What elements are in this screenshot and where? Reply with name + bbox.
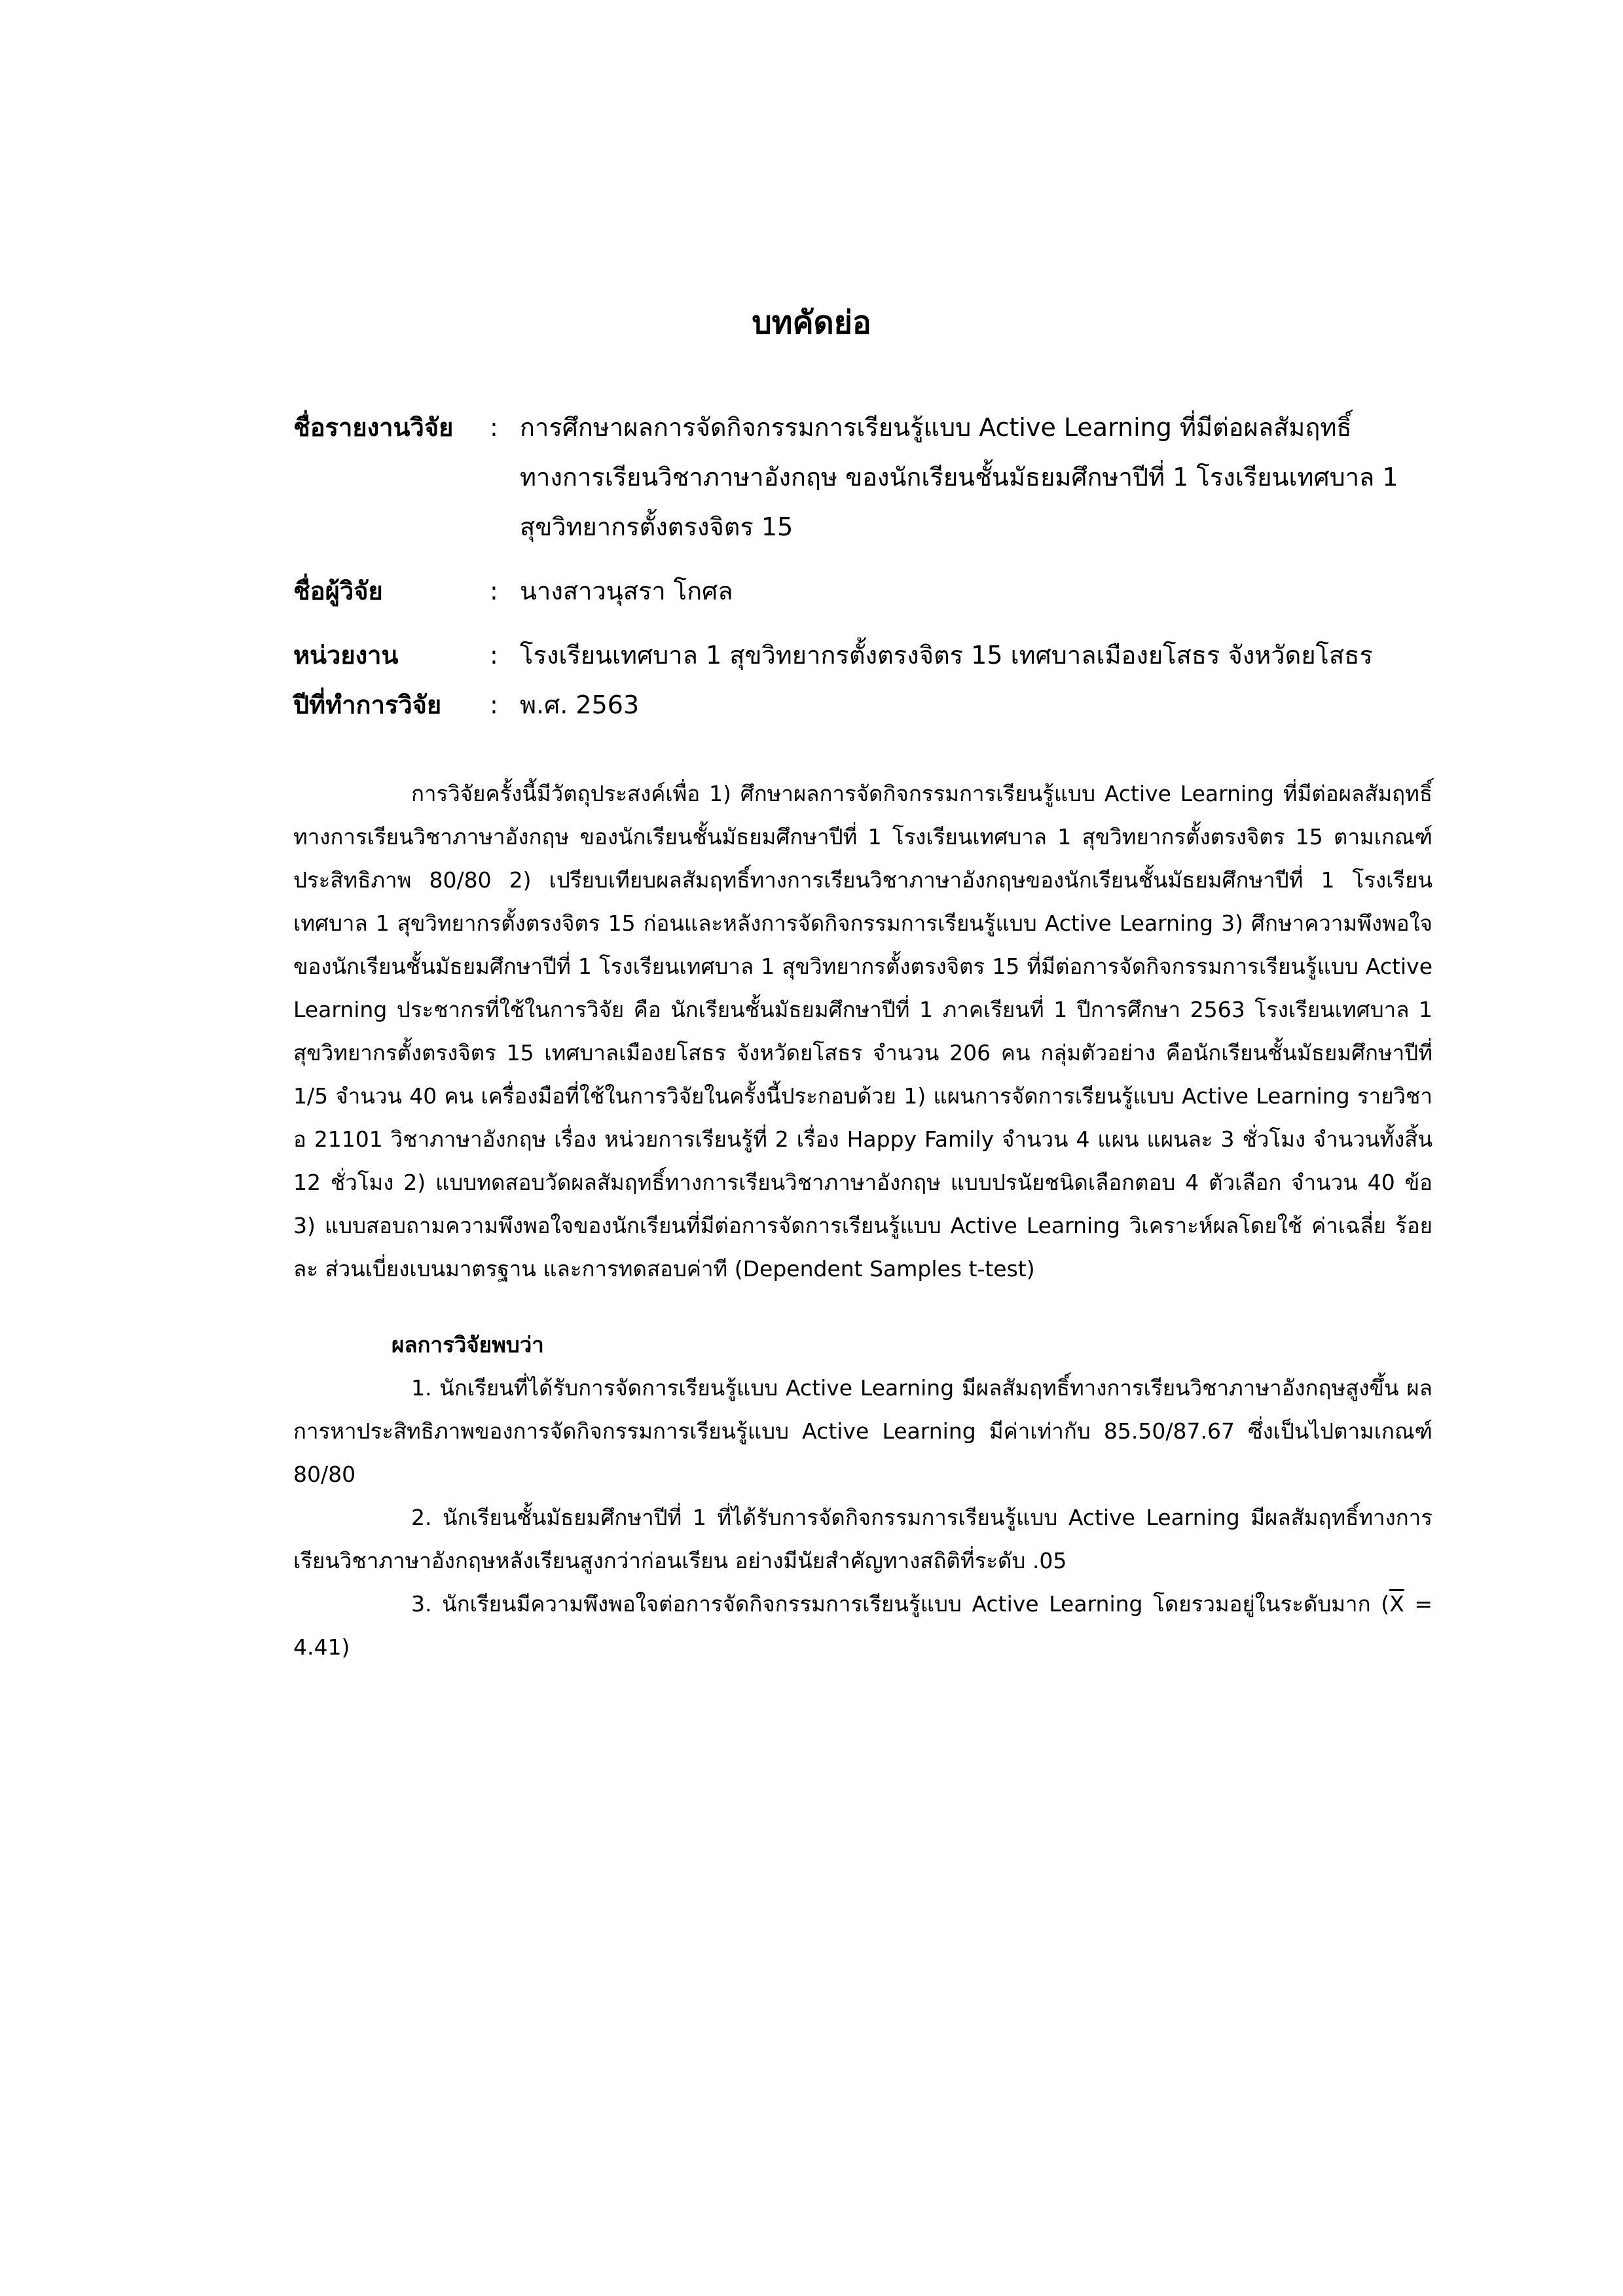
result-item-3-text: 3. นักเรียนมีความพึงพอใจต่อการจัดกิจกรรมการเรียนรู้แบบ Active Learning โดยรวมอยู่ในระดับมาก ( — [411, 1591, 1390, 1617]
colon: : — [490, 413, 498, 442]
year-value: พ.ศ. 2563 — [520, 691, 640, 719]
research-title-value: การศึกษาผลการจัดกิจกรรมการเรียนรู้แบบ Active Learning ที่มีต่อผลสัมฤทธิ์ทางการเรียนวิชาภาษาอังกฤษ ของนักเรียนชั้นมัธยมศึกษาปีที่ 1 โรงเรียนเทศบาล 1 สุขวิทยากรตั้งตรงจิตร 15 — [520, 413, 1398, 541]
researcher-value: นางสาวนุสรา โกศล — [520, 577, 733, 605]
result-item-3 — [293, 1583, 1432, 1669]
agency-row — [293, 630, 1432, 680]
researcher-row — [293, 566, 1432, 616]
mean-symbol: $\overline{X}$ — [1389, 1591, 1404, 1617]
abstract-paragraph: การวิจัยครั้งนี้มีวัตถุประสงค์เพื่อ 1) ศึกษาผลการจัดกิจกรรมการเรียนรู้แบบ Active Learning ที่มีต่อผลสัมฤทธิ์ทางการเรียนวิชาภาษาอังกฤษ ของนักเรียนชั้นมัธยมศึกษาปีที่ 1 โรงเรียนเทศบาล 1 สุขวิทยากรตั้งตรงจิตร 15 ตามเกณฑ์ประสิทธิภาพ 80/80 2) เปรียบเทียบผลสัมฤทธิ์ทางการเรียนวิชาภาษาอังกฤษของนักเรียนชั้นมัธยมศึกษาปีที่ 1 โรงเรียนเทศบาล 1 สุขวิทยากรตั้งตรงจิตร 15 ก่อนและหลังการจัดกิจกรรมการเรียนรู้แบบ Active Learning 3) ศึกษาความพึงพอใจของนักเรียนชั้นมัธยมศึกษาปีที่ 1 โรงเรียนเทศบาล 1 สุขวิทยากรตั้งตรงจิตร 15 ที่มีต่อการจัดกิจกรรมการเรียนรู้แบบ Active Learning ประชากรที่ใช้ในการวิจัย คือ นักเรียนชั้นมัธยมศึกษาปีที่ 1 ภาคเรียนที่ 1 ปีการศึกษา 2563 โรงเรียนเทศบาล 1 สุขวิทยากรตั้งตรงจิตร 15 เทศบาลเมืองยโสธร จังหวัดยโสธร จำนวน 206 คน กลุ่มตัวอย่าง คือนักเรียนชั้นมัธยมศึกษาปีที่ 1/5 จำนวน 40 คน เครื่องมือที่ใช้ในการวิจัยในครั้งนี้ประกอบด้วย 1) แผนการจัดการเรียนรู้แบบ Active Learning รายวิชา อ 21101 วิชาภาษาอังกฤษ เรื่อง หน่วยการเรียนรู้ที่ 2 เรื่อง Happy Family จำนวน 4 แผน แผนละ 3 ชั่วโมง จำนวนทั้งสิ้น 12 ชั่วโมง 2) แบบทดสอบวัดผลสัมฤทธิ์ทางการเรียนวิชาภาษาอังกฤษ แบบปรนัยชนิดเลือกตอบ 4 ตัวเลือก จำนวน 40 ข้อ 3) แบบสอบถามความพึงพอใจของนักเรียนที่มีต่อการจัดการเรียนรู้แบบ Active Learning วิเคราะห์ผลโดยใช้ ค่าเฉลี่ย ร้อยละ ส่วนเบี่ยงเบนมาตรฐาน และการทดสอบค่าที (Dependent Samples t-test) — [293, 781, 1432, 1282]
agency-value: โรงเรียนเทศบาล 1 สุขวิทยากรตั้งตรงจิตร 15 เทศบาลเมืองยโสธร จังหวัดยโสธร — [520, 641, 1373, 670]
result-item-2: 2. นักเรียนชั้นมัธยมศึกษาปีที่ 1 ที่ได้รับการจัดกิจกรรมการเรียนรู้แบบ Active Learning มีผลสัมฤทธิ์ทางการเรียนวิชาภาษาอังกฤษหลังเรียนสูงกว่าก่อนเรียน อย่างมีนัยสำคัญทางสถิติที่ระดับ .05 — [293, 1505, 1432, 1573]
abstract-body — [293, 772, 1432, 1669]
colon: : — [490, 577, 498, 605]
research-title-label: ชื่อรายงานวิจัย — [293, 413, 454, 442]
page-title: บทคัดย่อ — [752, 304, 871, 341]
result-item-1: 1. นักเรียนที่ได้รับการจัดการเรียนรู้แบบ Active Learning มีผลสัมฤทธิ์ทางการเรียนวิชาภาษาอังกฤษสูงขึ้น ผลการหาประสิทธิภาพของการจัดกิจกรรมการเรียนรู้แบบ Active Learning มีค่าเท่ากับ 85.50/87.67 ซึ่งเป็นไปตามเกณฑ์ 80/80 — [293, 1375, 1432, 1487]
colon: : — [490, 691, 498, 719]
year-label: ปีที่ทำการวิจัย — [293, 691, 442, 719]
result-item-3-tail: = 4.41) — [293, 1591, 1432, 1660]
colon: : — [490, 641, 498, 670]
year-row — [293, 680, 1432, 730]
agency-label: หน่วยงาน — [293, 641, 399, 670]
results-heading: ผลการวิจัยพบว่า — [392, 1332, 544, 1357]
researcher-label: ชื่อผู้วิจัย — [293, 577, 383, 605]
report-metadata — [293, 403, 1432, 744]
research-title-row — [293, 403, 1432, 552]
